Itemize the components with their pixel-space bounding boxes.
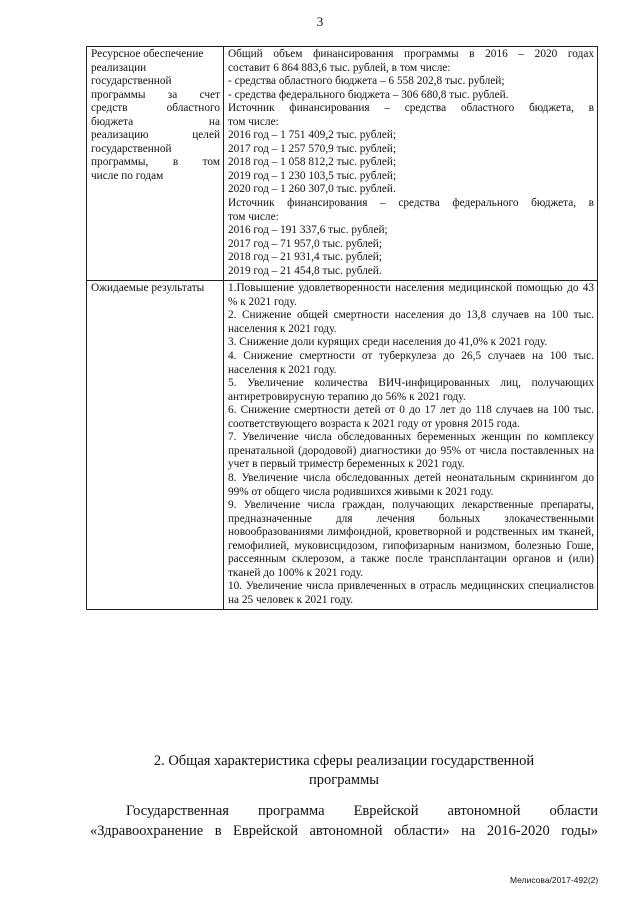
section-heading-line: программы bbox=[309, 772, 379, 788]
financing-line: 2019 год – 21 454,8 тыс. рублей. bbox=[228, 264, 382, 277]
resources-label-line: государственной bbox=[91, 142, 172, 155]
resources-label-line: государственной bbox=[91, 75, 172, 88]
resources-label-line: программы, в том bbox=[91, 156, 220, 169]
financing-line: том числе: bbox=[228, 115, 279, 128]
result-item: 4. Снижение смертности от туберкулеза до 26,5 случаев на 100 тыс. населения к 2021 году. bbox=[228, 350, 594, 376]
paragraph-line: Государственная программа Еврейской автономной области bbox=[126, 803, 598, 819]
result-item: 10. Увеличение числа привлеченных в отрасль медицинских специалистов на 25 человек к 2021 году. bbox=[228, 580, 594, 606]
financing-line: Источник финансирования – средства федерального бюджета, в bbox=[228, 197, 594, 210]
resources-label-line: Ресурсное обеспечение bbox=[91, 48, 204, 60]
result-item: 1.Повышение удовлетворенности населения медицинской помощью до 43 % к 2021 году. bbox=[228, 282, 594, 308]
paragraph-line: «Здравоохранение в Еврейской автономной области» на 2016-2020 годы» bbox=[90, 822, 598, 839]
resources-label-line: реализации bbox=[91, 61, 147, 74]
financing-line: 2019 год – 1 230 103,5 тыс. рублей; bbox=[228, 169, 397, 182]
section-paragraph bbox=[90, 802, 598, 841]
resources-label-line: бюджета на bbox=[91, 115, 220, 128]
financing-line: Источник финансирования – средства областного бюджета, в bbox=[228, 102, 594, 115]
financing-line: 2020 год – 1 260 307,0 тыс. рублей. bbox=[228, 183, 396, 196]
resources-label-line: средств областного bbox=[91, 102, 220, 115]
resources-row bbox=[87, 47, 598, 281]
financing-line: 2016 год – 1 751 409,2 тыс. рублей; bbox=[228, 129, 397, 142]
financing-line: 2018 год – 21 931,4 тыс. рублей; bbox=[228, 251, 382, 264]
section-heading-line: 2. Общая характеристика сферы реализации государственной bbox=[153, 753, 535, 769]
financing-line: 2017 год – 71 957,0 тыс. рублей; bbox=[228, 237, 382, 250]
financing-line: составит 6 864 883,6 тыс. рублей, в том числе: bbox=[228, 61, 451, 74]
financing-line: 2018 год – 1 058 812,2 тыс. рублей; bbox=[228, 156, 397, 169]
resources-label-cell bbox=[87, 47, 224, 281]
result-item: 9. Увеличение числа граждан, получающих лекарственные препараты, предназначенные для лечения больных злокачественными новообразованиями лимфоидной, кроветворной и родственных им тканей, гемофилией, муковисцидозом, гипофизарным нанизмом, болезнью Гоше, рассеянным склерозом, а также после трансплантации органов и (или) тканей до 100% к 2021 году. bbox=[228, 499, 594, 579]
resources-label-line: программы за счет bbox=[91, 88, 220, 101]
financing-line: 2017 год – 1 257 570,9 тыс. рублей; bbox=[228, 142, 397, 155]
page-number: 3 bbox=[316, 14, 324, 29]
result-item: 7. Увеличение числа обследованных беременных женщин по комплексу пренатальной (дородовой) диагностики до 95% от числа поставленных на учет в первый триместр беременных к 2021 году. bbox=[228, 431, 594, 471]
document-code: Мелисова/2017-492(2) bbox=[510, 875, 599, 885]
result-item: 5. Увеличение количества ВИЧ-инфицированных лиц, получающих антиретровирусную терапию до 56% к 2021 году. bbox=[228, 377, 594, 403]
resources-label-line: реализацию целей bbox=[91, 129, 220, 142]
results-value-cell bbox=[224, 281, 598, 610]
financing-line: 2016 год – 191 337,6 тыс. рублей; bbox=[228, 224, 388, 237]
results-label-cell bbox=[87, 281, 224, 610]
financing-line: том числе: bbox=[228, 210, 279, 223]
financing-line: - средства областного бюджета – 6 558 202,8 тыс. рублей; bbox=[228, 75, 505, 88]
result-item: 2. Снижение общей смертности населения до 13,8 случаев на 100 тыс. населения к 2021 году. bbox=[228, 309, 594, 335]
resources-value-cell bbox=[224, 47, 598, 281]
result-item: 6. Снижение смертности детей от 0 до 17 лет до 118 случаев на 100 тыс. соответствующего возраста к 2021 году от уровня 2015 года. bbox=[228, 404, 594, 430]
result-item: 3. Снижение доли курящих среди населения до 41,0% к 2021 году. bbox=[228, 336, 548, 349]
financing-line: Общий объем финансирования программы в 2016 – 2020 годах bbox=[228, 48, 594, 60]
results-label: Ожидаемые результаты bbox=[91, 282, 205, 295]
section-heading bbox=[90, 752, 598, 790]
result-item: 8. Увеличение числа обследованных детей неонатальным скринингом до 99% от общего числа родившихся живыми к 2021 году. bbox=[228, 471, 594, 498]
resources-label-line: числе по годам bbox=[91, 169, 164, 182]
results-row bbox=[87, 281, 598, 610]
program-passport-table bbox=[86, 46, 598, 610]
financing-line: - средства федерального бюджета – 306 680,8 тыс. рублей. bbox=[228, 88, 509, 101]
